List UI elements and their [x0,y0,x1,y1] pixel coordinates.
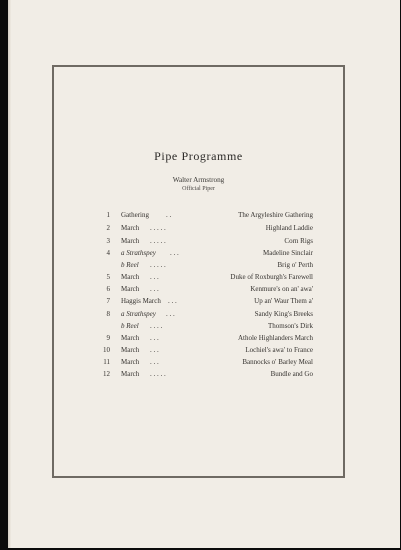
tune-name: Bannocks o' Barley Meal [242,358,313,366]
list-item [0,249,401,260]
list-item [0,237,401,248]
item-type: March [121,346,140,354]
list-item [0,297,401,308]
leader-dots: . . . [150,285,159,293]
list-item [0,346,401,357]
leader-dots: . . . . [150,322,163,330]
item-number: 8 [106,310,110,318]
leader-dots: . . . [150,346,159,354]
tune-name: Sandy King's Breeks [254,310,313,318]
item-number: 12 [103,370,110,378]
list-item [0,261,401,272]
item-type: March [121,224,140,232]
performer-role: Official Piper [182,186,215,192]
item-number: 11 [103,358,110,366]
item-number: 5 [106,273,110,281]
leader-dots: . . . . . [150,370,166,378]
tune-name: Lochiel's awa' to France [245,346,313,354]
item-type: March [121,273,140,281]
item-number: 2 [106,224,110,232]
item-type: March [121,285,140,293]
item-type: March [121,358,140,366]
list-item [0,370,401,381]
tune-name: Thomson's Dirk [267,322,313,330]
item-number: 9 [106,334,110,342]
leader-dots: . . . . . [150,237,166,245]
leader-dots: . . . [150,273,159,281]
leader-dots: . . . [150,358,159,366]
item-type: a Strathspey [121,249,156,257]
item-type: March [121,237,140,245]
item-number: 10 [103,346,110,354]
tune-name: Highland Laddie [265,224,313,232]
tune-name: Brig o' Perth [277,261,313,269]
list-item [0,322,401,333]
tune-name: Athole Highlanders March [237,334,313,342]
tune-name: Corn Rigs [284,237,313,245]
list-item [0,334,401,345]
leader-dots: . . . [166,310,175,318]
tune-name: Duke of Roxburgh's Farewell [230,273,313,281]
list-item [0,224,401,235]
page-title: Pipe Programme [154,149,243,163]
item-number: 3 [106,237,110,245]
list-item [0,273,401,284]
item-type: Haggis March [121,297,161,305]
item-number: 1 [106,211,110,219]
item-type: March [121,334,140,342]
item-number: 7 [106,297,110,305]
item-type: b Reel [121,261,139,269]
item-type: Gathering [121,211,149,219]
leader-dots: . . . [150,334,159,342]
list-item [0,211,401,222]
item-type: a Strathspey [121,310,156,318]
performer-name: Walter Armstrong [172,176,225,184]
leader-dots: . . [166,211,172,219]
tune-name: Up an' Waur Them a' [254,297,313,305]
item-type: March [121,370,140,378]
leader-dots: . . . . . [150,224,166,232]
leader-dots: . . . . . [150,261,166,269]
tune-name: Kenmure's on an' awa' [250,285,313,293]
tune-name: The Argyleshire Gathering [238,211,313,219]
tune-name: Madeline Sinclair [263,249,313,257]
item-type: b Reel [121,322,139,330]
leader-dots: . . . [170,249,179,257]
item-number: 4 [106,249,110,257]
leader-dots: . . . [168,297,177,305]
list-item [0,310,401,321]
list-item [0,358,401,369]
item-number: 6 [106,285,110,293]
tune-name: Bundle and Go [270,370,313,378]
list-item [0,285,401,296]
